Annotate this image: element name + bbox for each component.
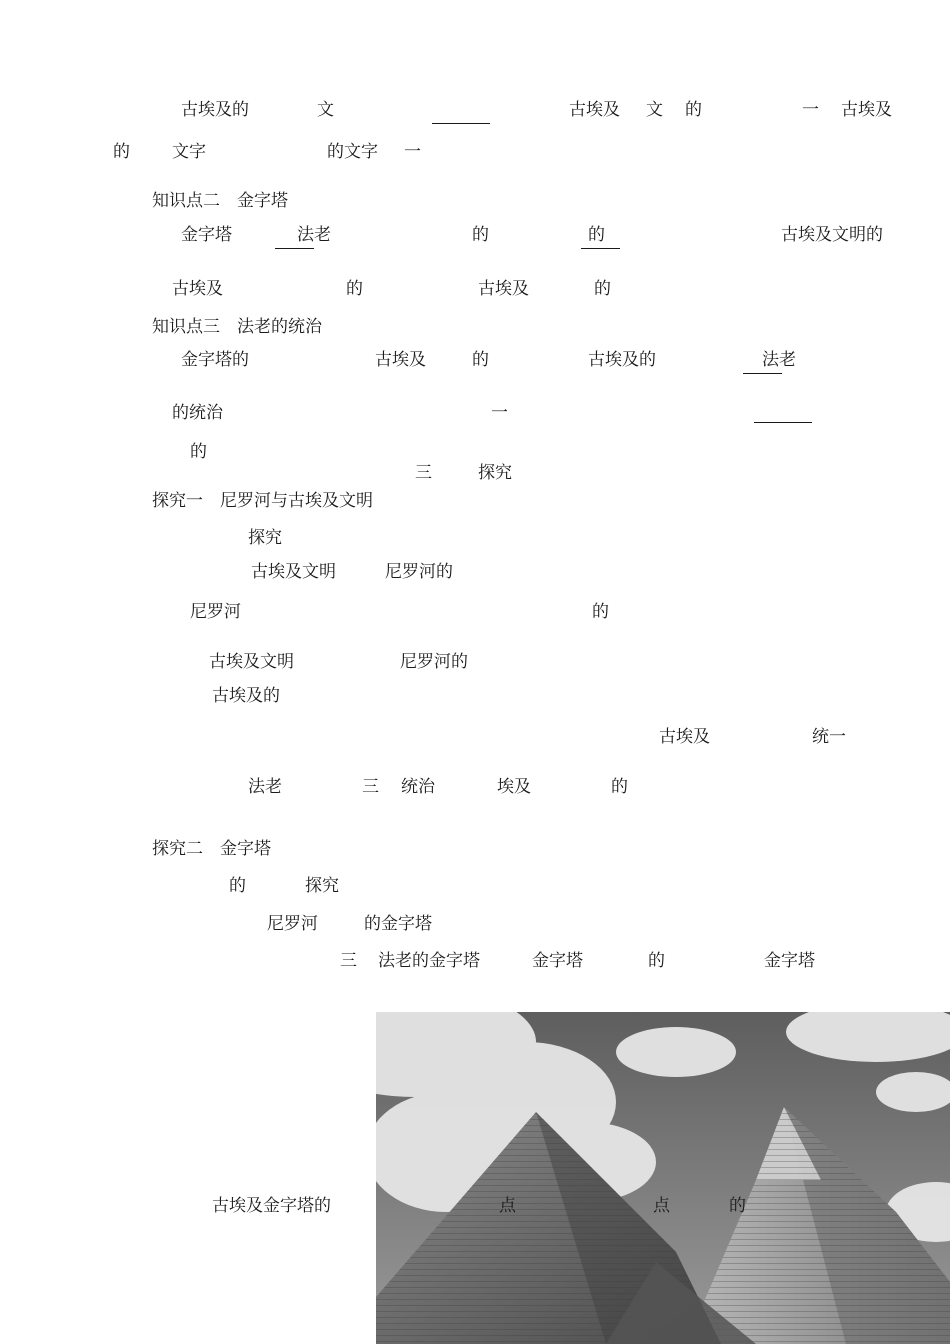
overlay-text: 点 [653,1196,670,1216]
text-fragment: 古埃及 [569,100,620,120]
text-fragment: 的 [346,279,363,299]
text-fragment: 古埃及文明的 [781,225,883,245]
text-fragment: 统治 [401,777,435,797]
text-fragment: 金字塔 [532,951,583,971]
section-heading: 探究二 金字塔 [152,839,271,859]
text-fragment: 文字 [172,142,206,162]
text-fragment: 金字塔 [764,951,815,971]
text-fragment: 的 [594,279,611,299]
text-fragment: 埃及 [497,777,531,797]
overlay-text: 点 [499,1196,516,1216]
text-fragment: 一 [802,100,819,120]
fill-blank [432,123,490,124]
part-number: 三 [415,463,432,483]
text-fragment: 金字塔 [181,225,232,245]
text-fragment: 尼罗河 [190,602,241,622]
text-fragment: 文 [646,100,663,120]
text-fragment: 法老的金字塔 [378,951,480,971]
text-fragment: 的 [648,951,665,971]
text-fragment: 探究 [248,528,282,548]
fill-blank [743,373,782,374]
text-fragment: 尼罗河的 [400,652,468,672]
text-fragment: 三 [340,951,357,971]
fill-blank [275,248,314,249]
text-fragment: 三 [362,777,379,797]
text-fragment: 法老 [762,350,796,370]
part-title: 探究 [478,463,512,483]
text-fragment: 的 [229,876,246,896]
text-fragment: 古埃及 [659,727,710,747]
text-fragment: 的文字 [327,142,378,162]
text-fragment: 法老 [297,225,331,245]
text-fragment: 文 [317,100,334,120]
text-fragment: 尼罗河的 [385,562,453,582]
text-fragment: 古埃及的 [588,350,656,370]
pyramids-image [376,1012,950,1344]
text-fragment: 古埃及 [375,350,426,370]
text-fragment: 的 [190,442,207,462]
text-fragment: 古埃及文明 [251,562,336,582]
text-fragment: 的 [588,225,605,245]
text-fragment: 古埃及 [478,279,529,299]
text-fragment: 古埃及的 [181,100,249,120]
text-fragment: 一 [491,403,508,423]
figure-caption: 古埃及金字塔的 [212,1196,331,1216]
section-heading: 知识点三 法老的统治 [152,317,322,337]
text-fragment: 尼罗河 [267,914,318,934]
section-heading: 探究一 尼罗河与古埃及文明 [152,491,373,511]
text-fragment: 的 [592,602,609,622]
text-fragment: 的 [113,142,130,162]
text-fragment: 古埃及的 [212,686,280,706]
text-fragment: 古埃及 [841,100,892,120]
text-fragment: 统一 [812,727,846,747]
text-fragment: 古埃及文明 [209,652,294,672]
text-fragment: 的 [685,100,702,120]
text-fragment: 古埃及 [172,279,223,299]
text-fragment: 的金字塔 [364,914,432,934]
section-heading: 知识点二 金字塔 [152,191,288,211]
fill-blank [754,422,812,423]
text-fragment: 的 [472,225,489,245]
text-fragment: 探究 [305,876,339,896]
pyramids-photo [376,1012,950,1344]
text-fragment: 的 [611,777,628,797]
fill-blank [581,248,620,249]
text-fragment: 金字塔的 [181,350,249,370]
text-fragment: 法老 [248,777,282,797]
text-fragment: 的统治 [172,403,223,423]
text-fragment: 一 [404,142,421,162]
overlay-text: 的 [729,1196,746,1216]
text-fragment: 的 [472,350,489,370]
